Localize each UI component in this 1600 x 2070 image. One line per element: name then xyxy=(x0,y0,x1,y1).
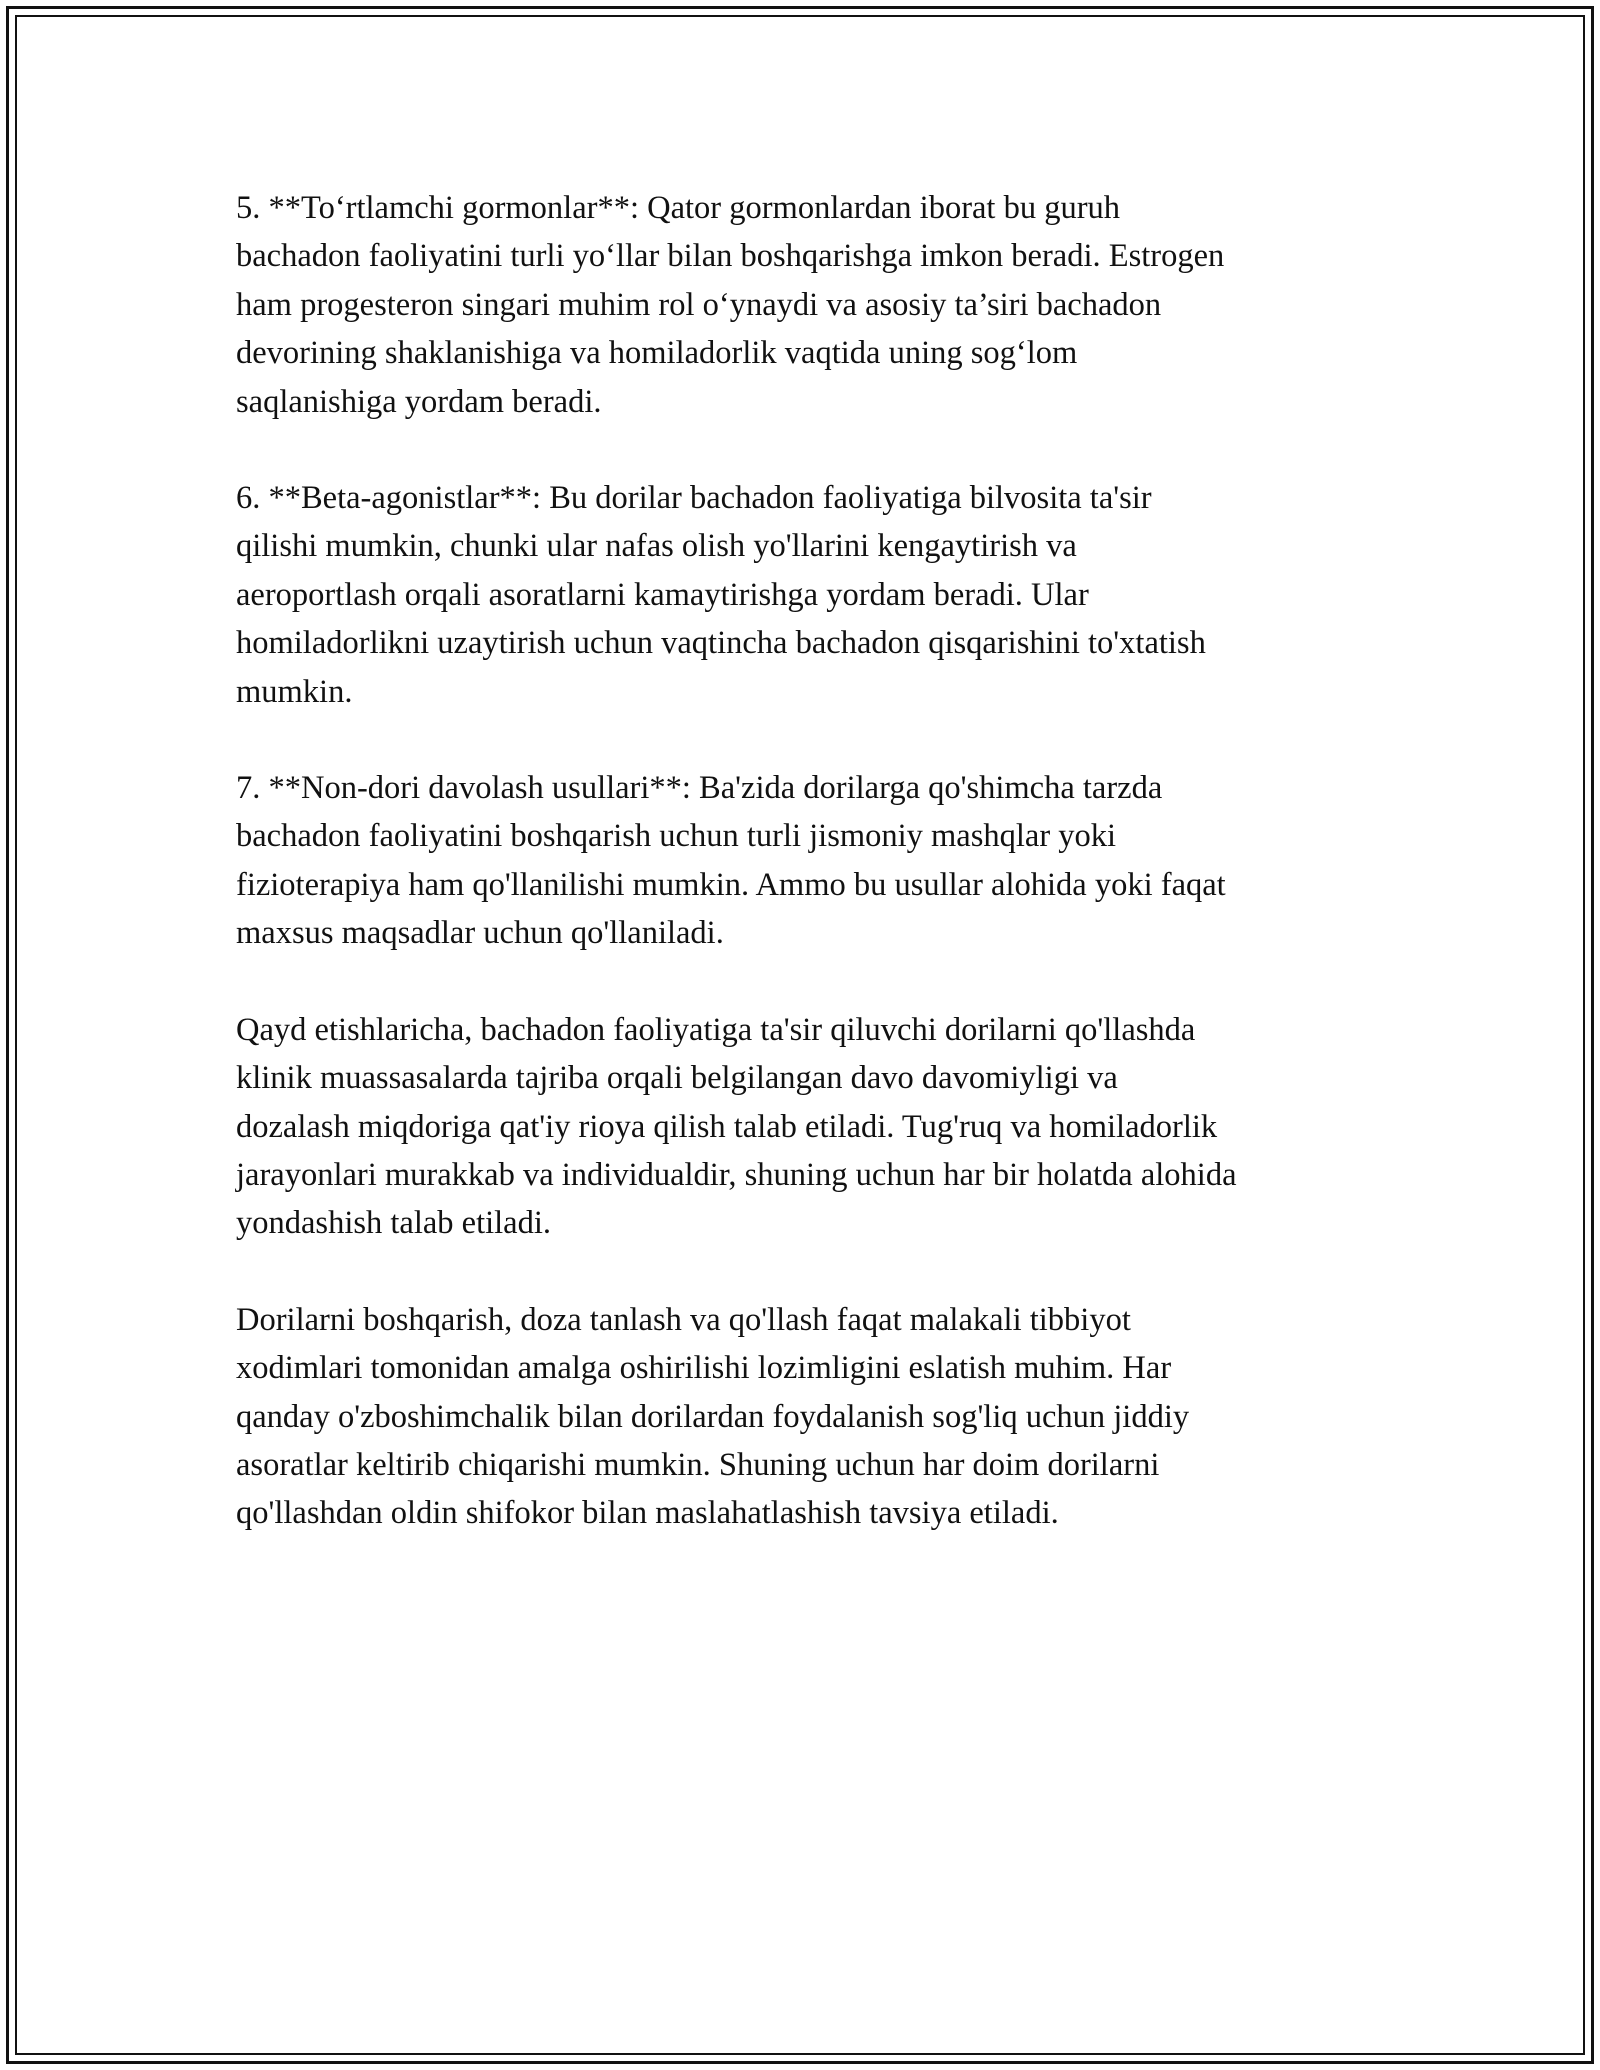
paragraph-item-6: 6. **Beta-agonistlar**: Bu dorilar bachadon faoliyatiga bilvosita ta'sir qilishi mumkin, chunki ular nafas olish yo'llarini kengaytirish va aeroportlash orqali asoratlarni kamaytirishga yordam beradi. Ular homiladorlikni uzaytirish uchun vaqtincha bachadon qisqarishini to'xtatish mumkin. xyxy=(236,480,1206,710)
paragraph-conclusion: Dorilarni boshqarish, doza tanlash va qo'llash faqat malakali tibbiyot xodimlari tomonidan amalga oshirilishi lozimligini eslatish muhim. Har qanday o'zboshimchalik bilan dorilardan foydalanish sog'liq uchun jiddiy asoratlar keltirib chiqarishi mumkin. Shuning uchun har doim dorilarni qo'llashdan oldin shifokor bilan maslahatlashish tavsiya etiladi. xyxy=(236,1301,1190,1532)
paragraph-note: Qayd etishlaricha, bachadon faoliyatiga ta'sir qiluvchi dorilarni qo'llashda klinik muassasalarda tajriba orqali belgilangan davo davomiyligi va dozalash miqdoriga qat'iy rioya qilish talab etiladi. Tug'ruq va homiladorlik jarayonlari murakkab va individualdir, shuning uchun har bir holatda alohida yondashish talab etiladi. xyxy=(236,1011,1237,1242)
paragraph-item-7: 7. **Non-dori davolash usullari**: Ba'zida dorilarga qo'shimcha tarzda bachadon faoliyatini boshqarish uchun turli jismoniy mashqlar yoki fizioterapiya ham qo'llanilishi mumkin. Ammo bu usullar alohida yoki faqat maxsus maqsadlar uchun qo'llaniladi. xyxy=(236,770,1226,952)
document-body xyxy=(236,184,1376,1586)
paragraph-item-5: 5. **To‘rtlamchi gormonlar**: Qator gormonlardan iborat bu guruh bachadon faoliyatini turli yo‘llar bilan boshqarishga imkon beradi. Estrogen ham progesteron singari muhim rol o‘ynaydi va asosiy ta’siri bachadon devorining shaklanishiga va homiladorlik vaqtida uning sog‘lom saqlanishiga yordam beradi. xyxy=(236,190,1225,420)
